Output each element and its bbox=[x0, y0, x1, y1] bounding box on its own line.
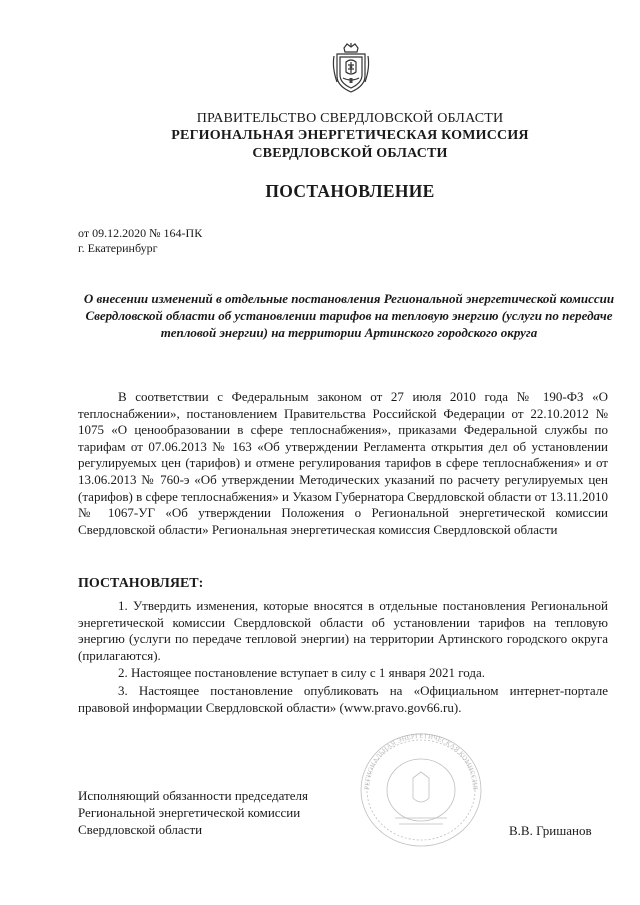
signer-position-line-1: Исполняющий обязанности председателя bbox=[78, 788, 308, 803]
document-place: г. Екатеринбург bbox=[78, 241, 158, 255]
coat-of-arms-icon bbox=[331, 42, 371, 94]
stamp-text: РЕГИОНАЛЬНАЯ ЭНЕРГЕТИЧЕСКАЯ КОМИССИЯ bbox=[362, 731, 480, 791]
document-type-title: ПОСТАНОВЛЕНИЕ bbox=[265, 181, 435, 201]
government-name: ПРАВИТЕЛЬСТВО СВЕРДЛОВСКОЙ ОБЛАСТИ bbox=[196, 111, 504, 126]
svg-text:РЕГИОНАЛЬНАЯ ЭНЕРГЕТИЧЕСКАЯ КО bbox=[363, 732, 479, 790]
document-date-number: от 09.12.2020 № 164-ПК bbox=[78, 226, 203, 240]
commission-name: РЕГИОНАЛЬНАЯ ЭНЕРГЕТИЧЕСКАЯ КОМИССИЯ bbox=[171, 128, 529, 143]
signer-position bbox=[78, 787, 308, 838]
resolution-item-1: 1. Утвердить изменения, которые вносятся в отдельные постановления Региональной энергетической комиссии Свердловской области об установлении тарифов на тепловую энергию (услуги по передаче тепловой энергии) на территории Артинского городского округа (прилагаются). bbox=[78, 598, 608, 663]
preamble-paragraph: В соответствии с Федеральным законом от 27 июля 2010 года № 190-ФЗ «О теплоснабжении», постановлением Правительства Российской Федерации от 22.10.2012 № 1075 «О ценообразовании в сфере теплоснабжения», приказами Федеральной службы по тарифам от 07.06.2013 № 163 «Об утверждении Регламента открытия дел об установлении регулируемых цен (тарифов) и отмене регулирования тарифов в сфере теплоснабжения» и от 13.06.2013 № 760-э «Об утверждении Методических указаний по расчету регулируемых цен (тарифов) в сфере теплоснабжения» и Указом Губернатора Свердловской области от 13.11.2010 № 1067-УГ «Об утверждении Положения о Региональной энергетической комиссии Свердловской области» Региональная энергетическая комиссия Свердловской области bbox=[78, 389, 608, 537]
signer-position-line-2: Региональной энергетической комиссии bbox=[78, 805, 301, 820]
official-stamp bbox=[355, 728, 487, 852]
resolution-item-3: 3. Настоящее постановление опубликовать на «Официальном интернет-портале правовой информации Свердловской области» (www.pravo.gov66.ru). bbox=[78, 683, 608, 715]
resolution-heading: ПОСТАНОВЛЯЕТ: bbox=[78, 576, 204, 591]
signer-position-line-3: Свердловской области bbox=[78, 822, 203, 837]
document-subject: О внесении изменений в отдельные постановления Региональной энергетической комиссии Свердловской области об установлении тарифов на тепловую энергию (услуги по передаче тепловой энергии) на территории Артинского городского округа bbox=[83, 291, 615, 340]
signer-name: В.В. Гришанов bbox=[509, 823, 592, 838]
region-name: СВЕРДЛОВСКОЙ ОБЛАСТИ bbox=[252, 146, 448, 161]
resolution-item-2: 2. Настоящее постановление вступает в силу с 1 января 2021 года. bbox=[118, 665, 486, 680]
